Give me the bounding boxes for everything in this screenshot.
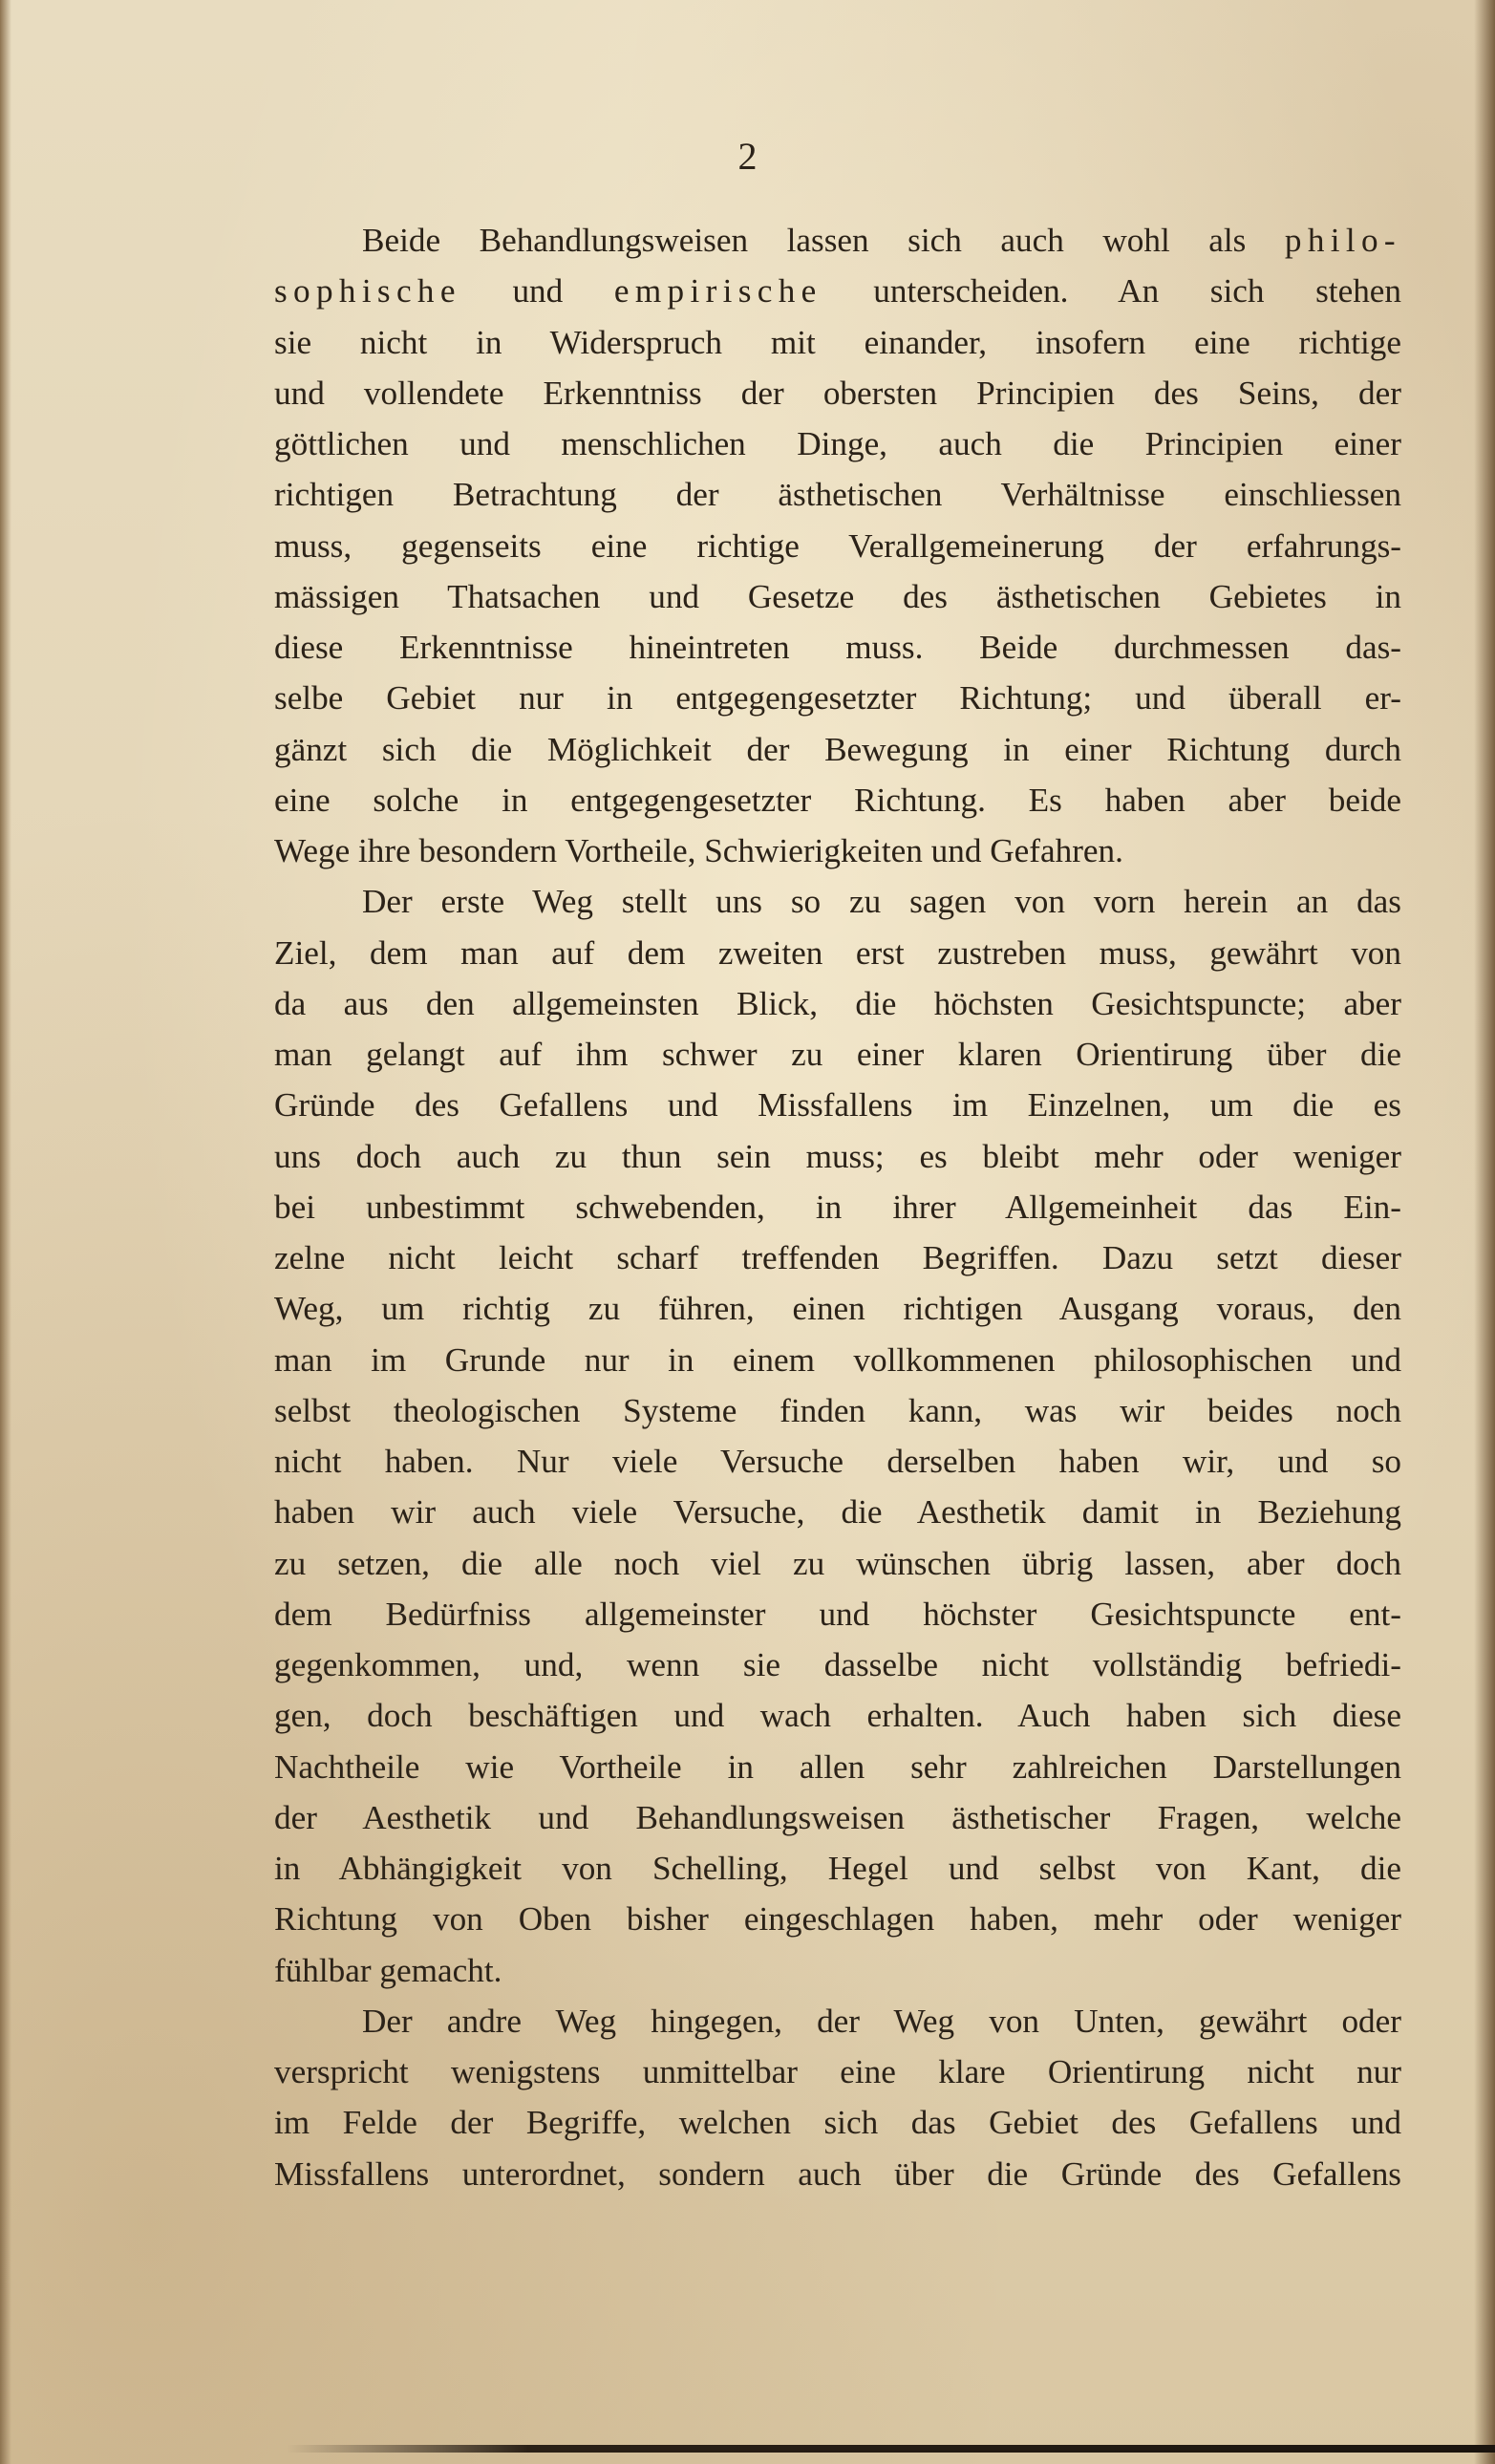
text-line: zu setzen, die alle noch viel zu wünschen übrig lassen, aber doch xyxy=(274,1544,1401,1582)
text-line: der Aesthetik und Behandlungsweisen ästhetischer Fragen, welche xyxy=(274,1798,1401,1836)
text-line: verspricht wenigstens unmittelbar eine klare Orientirung nicht nur xyxy=(274,2053,1401,2090)
text-line: selbst theologischen Systeme finden kann, was wir beides noch xyxy=(274,1391,1401,1429)
text-line: Richtung von Oben bisher eingeschlagen haben, mehr oder weniger xyxy=(274,1900,1401,1939)
text-line: haben wir auch viele Versuche, die Aesthetik damit in Beziehung xyxy=(274,1493,1401,1532)
text-line: selbe Gebiet nur in entgegengesetzter Richtung; und überall er- xyxy=(274,679,1401,718)
text-line: Beide Behandlungsweisen lassen sich auch wohl als philo- xyxy=(362,222,1401,259)
text-line: gegenkommen, und, wenn sie dasselbe nicht vollständig befriedi- xyxy=(274,1646,1401,1683)
text-line: Weg, um richtig zu führen, einen richtigen Ausgang voraus, den xyxy=(274,1290,1401,1328)
text-line: Der erste Weg stellt uns so zu sagen von vorn herein an das xyxy=(362,883,1401,921)
text-line: muss, gegenseits eine richtige Verallgemeinerung der erfahrungs- xyxy=(274,526,1401,565)
text-line: gen, doch beschäftigen und wach erhalten. Auch haben sich diese xyxy=(274,1697,1401,1735)
page-left-edge-shadow xyxy=(0,0,11,2464)
text-line: dem Bedürfniss allgemeinster und höchster Gesichtspuncte ent- xyxy=(274,1595,1401,1633)
text-line: Wege ihre besondern Vortheile, Schwierigkeiten und Gefahren. xyxy=(274,832,1123,869)
text-line: man gelangt auf ihm schwer zu einer klaren Orientirung über die xyxy=(274,1036,1401,1073)
text-line: und vollendete Erkenntniss der obersten Principien des Seins, der xyxy=(274,374,1401,412)
page-bottom-edge xyxy=(287,2445,1495,2453)
text-line: bei unbestimmt schwebenden, in ihrer Allgemeinheit das Ein- xyxy=(274,1188,1401,1226)
text-line: gänzt sich die Möglichkeit der Bewegung in einer Richtung durch xyxy=(274,730,1401,768)
text-line: Nachtheile wie Vortheile in allen sehr zahlreichen Darstellungen xyxy=(274,1747,1401,1786)
text-line: mässigen Thatsachen und Gesetze des ästhetischen Gebietes in xyxy=(274,577,1401,615)
emphasis-empirische: empirische xyxy=(613,272,822,311)
text-line: uns doch auch zu thun sein muss; es bleibt mehr oder weniger xyxy=(274,1137,1401,1175)
emphasis-sophische: sophische xyxy=(274,272,461,311)
text-line: Der andre Weg hingegen, der Weg von Unten, gewährt oder xyxy=(362,2002,1401,2040)
text-line: göttlichen und menschlichen Dinge, auch die Principien einer xyxy=(274,425,1401,462)
text-line: man im Grunde nur in einem vollkommenen philosophischen und xyxy=(274,1340,1401,1379)
text-line: nicht haben. Nur viele Versuche derselben haben wir, und so xyxy=(274,1443,1401,1480)
body-text xyxy=(274,215,1401,2199)
text-line: Gründe des Gefallens und Missfallens im Einzelnen, um die es xyxy=(274,1086,1401,1125)
page-right-edge-shadow xyxy=(1474,0,1495,2464)
text-line: eine solche in entgegengesetzter Richtung. Es haben aber beide xyxy=(274,781,1401,819)
text-line: Ziel, dem man auf dem zweiten erst zustreben muss, gewährt von xyxy=(274,933,1401,972)
text-line: diese Erkenntnisse hineintreten muss. Beide durchmessen das- xyxy=(274,629,1401,666)
text-line: im Felde der Begriffe, welchen sich das Gebiet des Gefallens und xyxy=(274,2104,1401,2142)
text-line: sie nicht in Widerspruch mit einander, insofern eine richtige xyxy=(274,323,1401,361)
text-line: in Abhängigkeit von Schelling, Hegel und selbst von Kant, die xyxy=(274,1850,1401,1887)
text-line: richtigen Betrachtung der ästhetischen Verhältnisse einschliessen xyxy=(274,476,1401,514)
page-number: 2 xyxy=(737,135,758,178)
text-line: sophische und empirische unterscheiden. An sich stehen xyxy=(274,272,1402,311)
text-line: da aus den allgemeinsten Blick, die höchsten Gesichtspuncte; aber xyxy=(274,984,1401,1022)
emphasis-philosophische: philo- xyxy=(1284,222,1401,259)
text-line: Missfallens unterordnet, sondern auch über die Gründe des Gefallens xyxy=(274,2154,1401,2193)
text-line: zelne nicht leicht scharf treffenden Begriffen. Dazu setzt dieser xyxy=(274,1239,1401,1276)
text-line: fühlbar gemacht. xyxy=(274,1951,502,1989)
